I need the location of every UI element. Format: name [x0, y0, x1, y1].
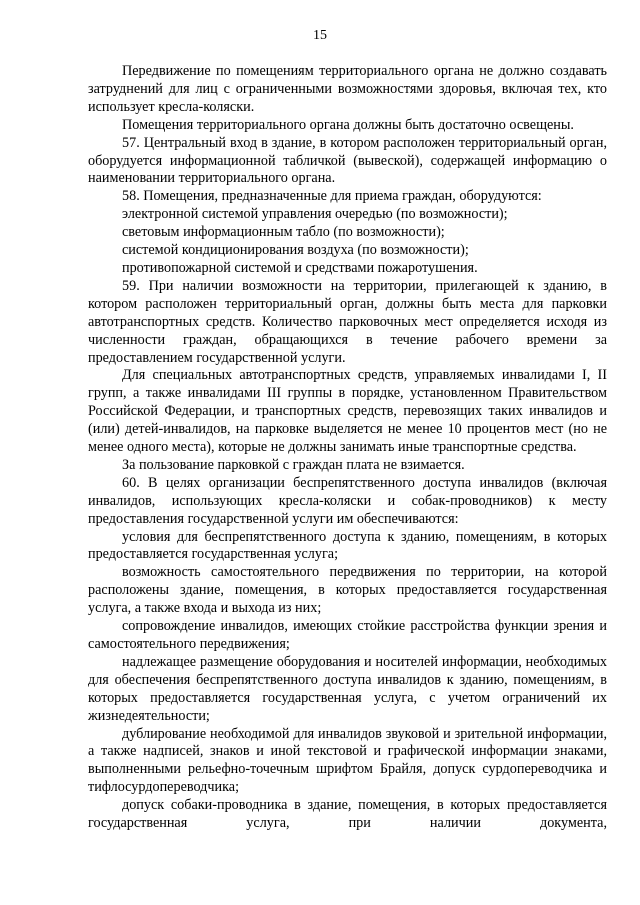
list-item: системой кондиционирования воздуха (по возможности);	[122, 242, 469, 259]
paragraph: 59. При наличии возможности на территории, прилегающей к зданию, в котором расположен территориальный орган, должны быть места для парковки автотранспортных средств. Количество парковочных мест определяется исходя из численности граждан, обращающихся в течение рабочего времени за предоставлением государственной услуги.	[88, 277, 607, 366]
paragraph: 60. В целях организации беспрепятственного доступа инвалидов (включая инвалидов, использующих кресла-коляски и собак-проводников) к месту предоставления государственной услуги им обеспечиваются:	[88, 474, 607, 527]
paragraph: 58. Помещения, предназначенные для приема граждан, оборудуются:	[122, 188, 542, 205]
paragraph: 57. Центральный вход в здание, в котором расположен территориальный орган, оборудуется информационной табличкой (вывеской), содержащей информацию о наименовании территориального органа.	[88, 134, 607, 187]
paragraph: Передвижение по помещениям территориального органа не должно создавать затруднений для лиц с ограниченными возможностями здоровья, включая тех, кто использует кресла-коляски.	[88, 63, 607, 115]
page-number: 15	[313, 28, 327, 43]
list-item: световым информационным табло (по возможности);	[122, 224, 445, 241]
list-item: возможность самостоятельного передвижения по территории, на которой расположены здание, помещения, в которых предоставляется государственная услуга, а также входа и выхода из них;	[88, 564, 607, 617]
list-item: условия для беспрепятственного доступа к зданию, помещениям, в которых предоставляется государственная услуга;	[88, 528, 607, 563]
list-item: дублирование необходимой для инвалидов звуковой и зрительной информации, а также надписей, знаков и иной текстовой и графической информации знаками, выполненными рельефно-точечным шрифтом Брайля, допуск сурдопереводчика и тифлосурдопереводчика;	[88, 725, 607, 796]
list-item: допуск собаки-проводника в здание, помещения, в которых предоставляется государственная услуга, при наличии документа,	[88, 797, 607, 832]
list-item: электронной системой управления очередью (по возможности);	[122, 206, 508, 223]
paragraph: Для специальных автотранспортных средств, управляемых инвалидами I, II групп, а также инвалидами III группы в порядке, установленном Правительством Российской Федерации, и транспортных средств, перевозящих таких инвалидов и (или) детей-инвалидов, на парковке выделяется не менее 10 процентов мест (но не менее одного места), которые не должны занимать иные транспортные средства.	[88, 367, 607, 456]
document-body	[88, 63, 607, 833]
list-item: сопровождение инвалидов, имеющих стойкие расстройства функции зрения и самостоятельного передвижения;	[88, 618, 607, 652]
paragraph: Помещения территориального органа должны быть достаточно освещены.	[122, 116, 574, 133]
list-item: надлежащее размещение оборудования и носителей информации, необходимых для обеспечения беспрепятственного доступа инвалидов к зданию, помещениям, в которых предоставляется государственная услуга, с учетом ограничений их жизнедеятельности;	[88, 653, 607, 724]
list-item: противопожарной системой и средствами пожаротушения.	[122, 259, 478, 276]
paragraph: За пользование парковкой с граждан плата не взимается.	[122, 456, 465, 473]
